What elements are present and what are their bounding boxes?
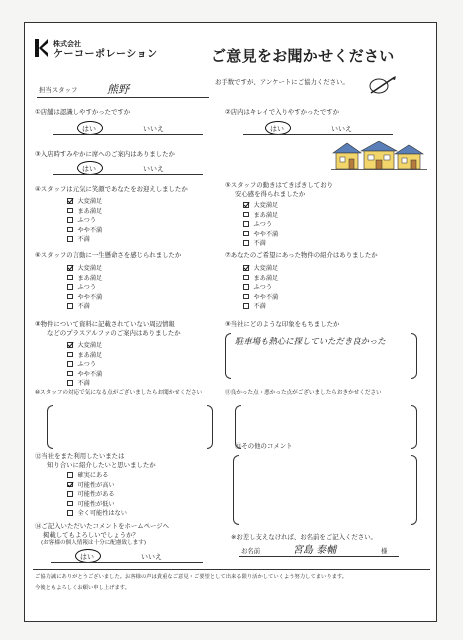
q8-option[interactable]: ふつう — [67, 360, 96, 369]
name-suffix: 様 — [381, 547, 388, 555]
q4-option[interactable]: ふつう — [67, 216, 96, 225]
q8-option[interactable]: やや不満 — [67, 370, 102, 379]
q8-option[interactable]: まあ満足 — [67, 351, 102, 360]
q1-no[interactable]: いいえ — [143, 125, 164, 133]
q6-label: ⑥スタッフの言動に一生懸命さを感じられましたか — [35, 251, 182, 259]
q14-label: ⑭ご記入いただいたコメントをホームページへ — [35, 522, 170, 530]
company-name-prefix: 株式会社 — [53, 40, 81, 48]
q11-label: ⑪良かった点・悪かった点がございましたらおきかせください — [225, 390, 382, 396]
q5-option[interactable]: ふつう — [243, 220, 272, 229]
q7-option[interactable]: 不満 — [243, 302, 266, 311]
q7-label: ⑦あなたのご希望にあった物件の紹介はありましたか — [225, 251, 378, 259]
q2-label: ②店内はキレイで入りやすかったですか — [225, 108, 339, 116]
q7-option[interactable]: ふつう — [243, 283, 272, 292]
q12-label: ⑫当社をまた利用したいまたは — [35, 452, 125, 460]
staff-label: 担当スタッフ — [39, 86, 78, 94]
company-name: ケーコーポレーション — [53, 49, 158, 60]
q12-option[interactable]: 全く可能性はない — [67, 509, 127, 518]
q5-option[interactable]: やや不満 — [243, 230, 278, 239]
q7-option[interactable]: 大変満足 — [243, 264, 278, 273]
staff-line — [37, 97, 209, 98]
q2-no[interactable]: いいえ — [331, 125, 352, 133]
q8-option[interactable]: 大変満足 — [67, 341, 102, 350]
q4-option[interactable]: まあ満足 — [67, 207, 102, 216]
survey-sheet — [24, 22, 437, 622]
q6-option[interactable]: ふつう — [67, 283, 96, 292]
q7-option[interactable]: まあ満足 — [243, 274, 278, 283]
q1-yes[interactable]: はい — [82, 125, 96, 133]
q4-option[interactable]: 不満 — [67, 235, 90, 244]
q5-label-2: 安心感を得られましたか — [235, 190, 306, 198]
q5-option[interactable]: まあ満足 — [243, 211, 278, 220]
q4-option[interactable]: やや不満 — [67, 226, 102, 235]
q4-label: ④スタッフは元気に笑顔であなたをお迎えしましたか — [35, 185, 188, 193]
q12-option[interactable]: 可能性がある — [67, 490, 115, 499]
staff-name[interactable]: 熊野 — [107, 83, 129, 96]
q1-label: ①店舗は認識しやすかったですか — [35, 108, 131, 116]
q13-answer-area[interactable] — [241, 455, 409, 525]
q8-option[interactable]: 不満 — [67, 379, 90, 388]
q3-yes[interactable]: はい — [82, 165, 96, 173]
q9-label: ⑨当社にどのような印象をもちましたか — [225, 320, 340, 328]
name-note: ※お差し支えなければ、お名前をご記入ください。 — [231, 533, 377, 541]
q12-option[interactable]: 確実にある — [67, 471, 108, 480]
q13-label: ⑬その他のコメント — [235, 442, 293, 450]
q14-yes[interactable]: はい — [80, 553, 94, 561]
q9-answer[interactable]: 駐車場も熱心に探していただき良かった — [235, 336, 386, 346]
q2-yes[interactable]: はい — [270, 125, 284, 133]
q12-label-2: 知り合いに紹介したいと思いましたか — [47, 461, 156, 469]
q3-label: ③入店時すみやかに席へのご案内はありましたか — [35, 150, 175, 158]
q5-option[interactable]: 不満 — [243, 239, 266, 248]
q10-label: ⑩スタッフの対応で気になる点がございましたらお聞かせください — [35, 390, 203, 396]
page-title: ご意見をお聞かせください — [211, 47, 395, 65]
name-label: お名前 — [241, 547, 261, 555]
footer-closing: 今後ともよろしくお願い申し上げます。 — [35, 585, 130, 591]
q14-label-2: 掲載してもよろしいでしょうか？ — [43, 531, 139, 539]
q7-option[interactable]: やや不満 — [243, 293, 278, 302]
q12-option[interactable]: 可能性が高い — [67, 481, 115, 490]
q4-option[interactable]: 大変満足 — [67, 197, 102, 206]
q5-label: ⑤スタッフの動きはてきぱきしており — [225, 181, 333, 189]
houses-illustration — [331, 141, 427, 175]
q3-no[interactable]: いいえ — [143, 165, 164, 173]
survey-request: お手数ですが、アンケートにご協力ください。 — [215, 78, 349, 86]
q6-option[interactable]: やや不満 — [67, 293, 102, 302]
q10-answer-area[interactable] — [55, 405, 205, 449]
q6-option[interactable]: 不満 — [67, 302, 90, 311]
pen-illustration — [365, 75, 397, 99]
q8-label: ⑧物件について資料に記載されていない周辺情報 — [35, 320, 175, 328]
q14-no[interactable]: いいえ — [141, 553, 162, 561]
q14-note: (お客様の個人情報は十分に配慮致します) — [41, 540, 147, 546]
company-logo — [35, 39, 49, 57]
q6-option[interactable]: 大変満足 — [67, 264, 102, 273]
q5-option[interactable]: 大変満足 — [243, 201, 278, 210]
q12-option[interactable]: 可能性が低い — [67, 500, 115, 509]
q8-label-2: などのプラスアルファのご案内はありましたか — [47, 329, 181, 337]
customer-name[interactable]: 宮島 泰輔 — [293, 545, 337, 556]
footer-thanks: ご協力誠にありがとうございました。お客様の声は貴重なご意見・ご要望として出来る限り活かしていくよう努力してまいります。 — [35, 574, 348, 580]
q6-option[interactable]: まあ満足 — [67, 274, 102, 283]
